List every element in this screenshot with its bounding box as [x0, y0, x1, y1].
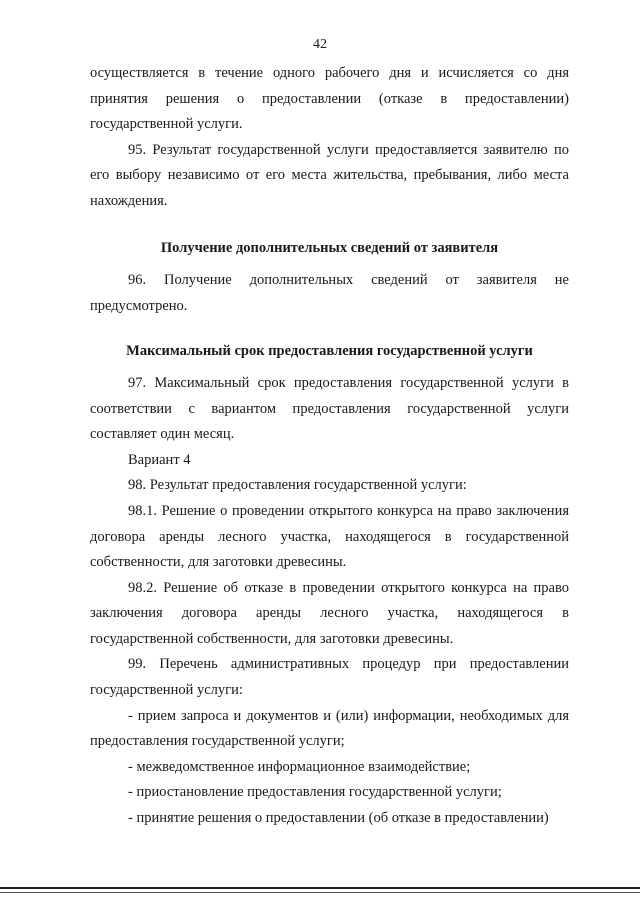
- paragraph-97: 97. Максимальный срок предоставления государственной услуги в соответствии с вариантом предоставления государственной услуги составляет один месяц.: [90, 374, 569, 443]
- page-bottom-rule-secondary: [0, 892, 640, 893]
- paragraph-98-1: 98.1. Решение о проведении открытого конкурса на право заключения договора аренды лесного участка, находящегося в государственной собственности, для заготовки древесины.: [90, 502, 569, 571]
- paragraph-96: 96. Получение дополнительных сведений от заявителя не предусмотрено.: [90, 272, 569, 314]
- paragraph-continuation: осуществляется в течение одного рабочего дня и исчисляется со дня принятия решения о предоставлении (отказе в предоставлении) государственной услуги.: [90, 65, 569, 133]
- list-item: - принятие решения о предоставлении (об отказе в предоставлении): [128, 810, 549, 827]
- paragraph-95: 95. Результат государственной услуги предоставляется заявителю по его выбору независимо от его места жительства, пребывания, либо места нахождения.: [90, 141, 569, 209]
- page-bottom-rule: [0, 887, 640, 889]
- section-heading-additional-info: Получение дополнительных сведений от заявителя: [160, 239, 499, 256]
- list-item: - приостановление предоставления государственной услуги;: [128, 784, 502, 801]
- list-item: - прием запроса и документов и (или) информации, необходимых для предоставления государственной услуги;: [90, 707, 569, 750]
- list-item: - межведомственное информационное взаимодействие;: [128, 758, 471, 775]
- paragraph-98-2: 98.2. Решение об отказе в проведении открытого конкурса на право заключения договора аренды лесного участка, находящегося в государственной собственности, для заготовки древесины.: [90, 579, 569, 647]
- document-body: [90, 61, 569, 832]
- paragraph-99: 99. Перечень административных процедур при предоставлении государственной услуги:: [90, 656, 569, 699]
- page-number: 42: [313, 37, 327, 52]
- section-heading-max-term: Максимальный срок предоставления государственной услуги: [126, 343, 533, 360]
- paragraph-98: 98. Результат предоставления государственной услуги:: [128, 477, 467, 494]
- variant-label: Вариант 4: [128, 451, 191, 468]
